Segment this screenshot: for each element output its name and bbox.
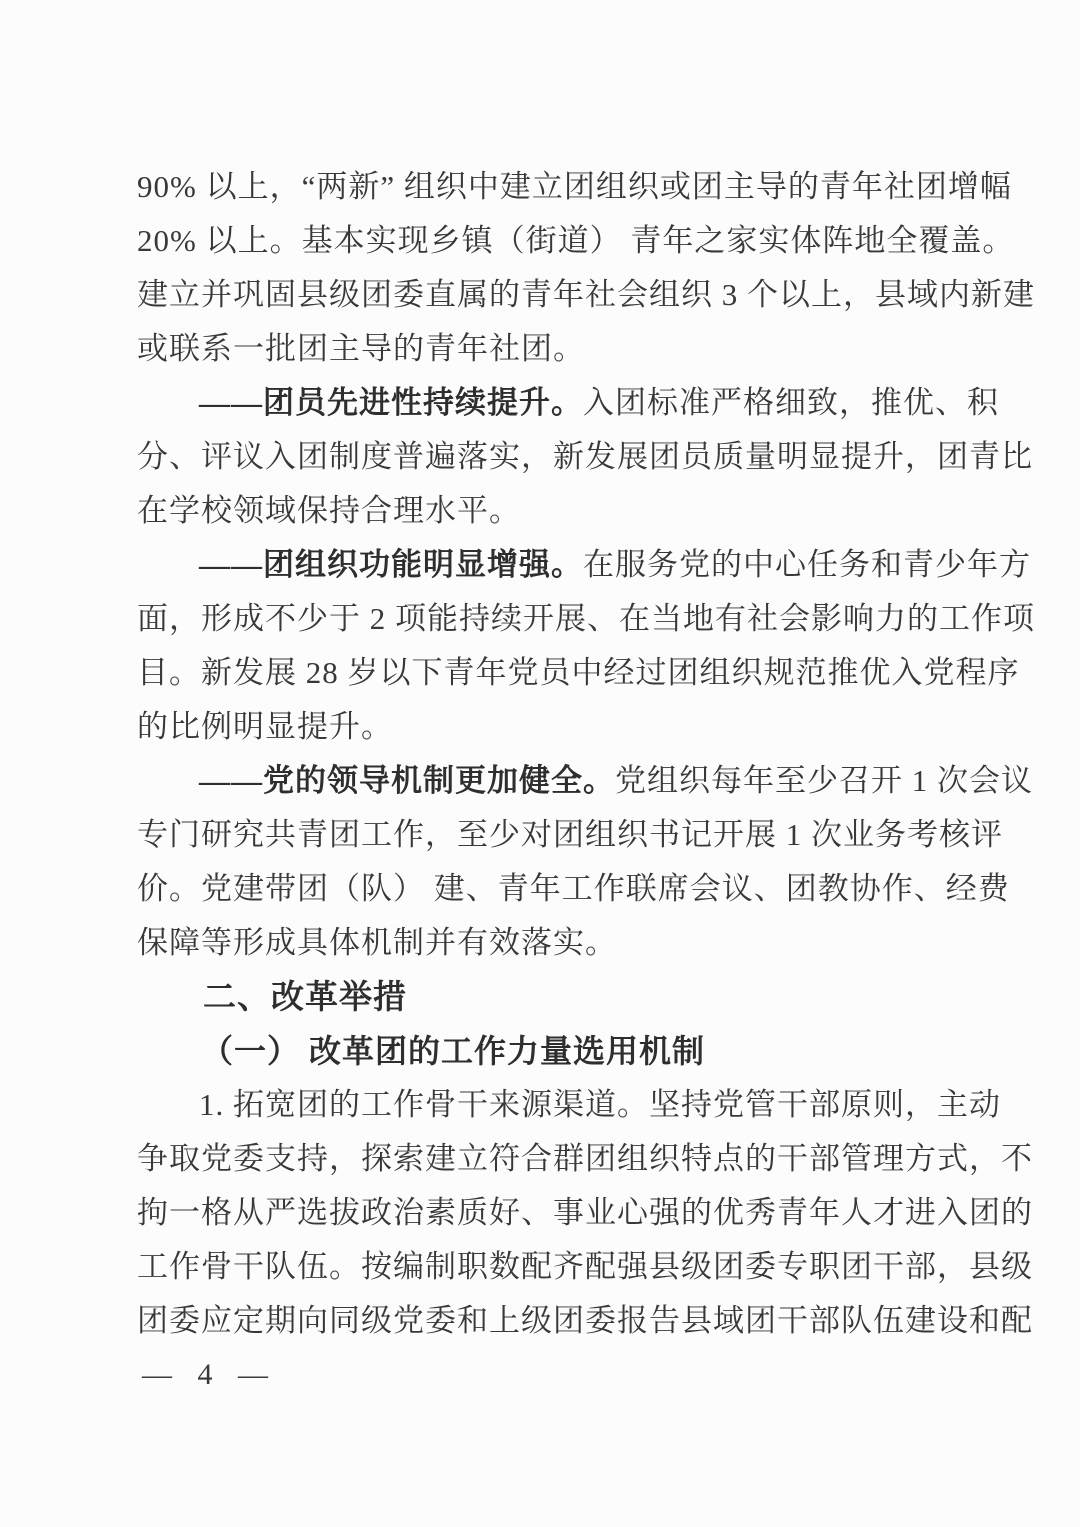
text-line	[137, 538, 1031, 592]
section-heading	[137, 970, 945, 1024]
text-segment: 在服务党的中心任务和青少年方	[583, 547, 1031, 582]
text-segment: 拘一格从严选拔政治素质好、事业心强的优秀青年人才进入团的	[137, 1195, 1033, 1230]
text-line	[137, 1294, 1033, 1348]
text-segment: 的比例明显提升。	[137, 709, 393, 744]
text-line	[137, 592, 1035, 646]
text-line	[137, 322, 945, 376]
emphasis-text: ——团员先进性持续提升。	[199, 385, 583, 420]
text-segment: 或联系一批团主导的青年社团。	[137, 331, 585, 366]
text-line	[137, 214, 1015, 268]
text-line	[137, 160, 1012, 214]
text-segment: 建立并巩固县级团委直属的青年社会组织 3 个以上，县域内新建	[137, 277, 1035, 312]
page-number: — 4 —	[142, 1358, 272, 1391]
text-segment: 20% 以上。基本实现乡镇（街道） 青年之家实体阵地全覆盖。	[137, 223, 1015, 258]
text-segment: 专门研究共青团工作，至少对团组织书记开展 1 次业务考核评	[137, 817, 1003, 852]
text-line	[137, 268, 1035, 322]
text-line	[137, 376, 999, 430]
text-segment: 目。新发展 28 岁以下青年党员中经过团组织规范推优入党程序	[137, 655, 1020, 690]
paragraph	[137, 538, 1035, 754]
emphasis-text: ——团组织功能明显增强。	[199, 547, 583, 582]
text-segment: 争取党委支持，探索建立符合群团组织特点的干部管理方式，不	[137, 1141, 1033, 1176]
subsection-heading	[137, 1024, 945, 1078]
text-segment: 团委应定期向同级党委和上级团委报告县域团干部队伍建设和配	[137, 1303, 1033, 1338]
emphasis-text: ——党的领导机制更加健全。	[199, 763, 615, 798]
text-line	[137, 754, 1033, 808]
text-line	[137, 1186, 1033, 1240]
text-segment: 价。党建带团（队） 建、青年工作联席会议、团教协作、经费	[137, 871, 1010, 906]
text-segment: 面，形成不少于 2 项能持续开展、在当地有社会影响力的工作项	[137, 601, 1035, 636]
text-segment: 入团标准严格细致，推优、积	[583, 385, 999, 420]
paragraph	[137, 160, 1035, 376]
text-line	[137, 808, 1003, 862]
text-segment: 90% 以上，“两新” 组织中建立团组织或团主导的青年社团增幅	[137, 169, 1012, 204]
text-segment: 1. 拓宽团的工作骨干来源渠道。坚持党管干部原则，主动	[199, 1087, 1001, 1122]
text-line	[137, 1132, 1033, 1186]
text-line	[137, 646, 1020, 700]
document-body	[137, 160, 1035, 1348]
paragraph	[137, 1078, 1033, 1348]
text-segment: 党组织每年至少召开 1 次会议	[615, 763, 1033, 798]
text-segment: 在学校领域保持合理水平。	[137, 493, 521, 528]
text-line	[137, 1024, 945, 1078]
text-line	[137, 1240, 1033, 1294]
text-segment: 保障等形成具体机制并有效落实。	[137, 925, 617, 960]
paragraph	[137, 376, 1033, 538]
text-segment: 工作骨干队伍。按编制职数配齐配强县级团委专职团干部，县级	[137, 1249, 1033, 1284]
text-line	[137, 1078, 1001, 1132]
text-line	[137, 916, 945, 970]
text-segment: 分、评议入团制度普遍落实，新发展团员质量明显提升，团青比	[137, 439, 1033, 474]
paragraph	[137, 754, 1033, 970]
text-line	[137, 700, 945, 754]
text-line	[137, 970, 945, 1024]
text-line	[137, 430, 1033, 484]
emphasis-text: （一） 改革团的工作力量选用机制	[201, 1033, 706, 1069]
text-line	[137, 484, 945, 538]
text-line	[137, 862, 1010, 916]
emphasis-text: 二、改革举措	[203, 978, 407, 1015]
